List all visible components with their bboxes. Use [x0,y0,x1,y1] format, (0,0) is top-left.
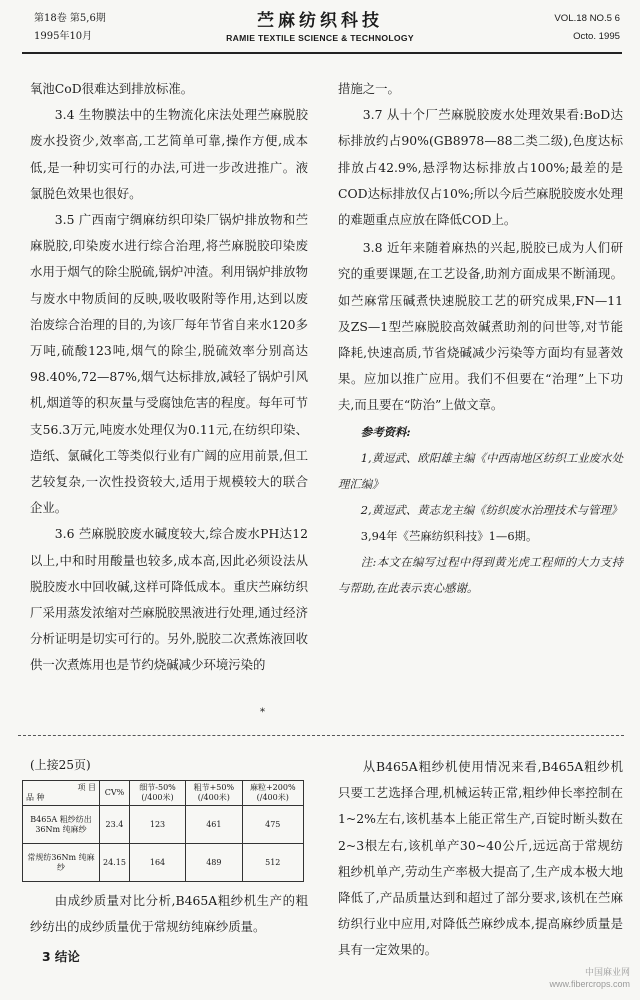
section-heading: 3 结论 [42,949,80,965]
table-row-label: 常规纺36Nm 纯麻纱 [23,844,100,882]
table-cell: 512 [242,844,303,882]
watermark-url: www.fibercrops.com [549,979,630,989]
header-date-en: Octo. 1995 [573,31,620,42]
paragraph: 3.4 生物膜法中的生物流化床法处理苎麻脱胶废水投资少,效率高,工艺简单可靠,操作方便,成本低,是一种切实可行的办法,可进一步改进推广。液氯脱色效果也很好。 [30,107,308,201]
table-header-cell: 粗节+50%(/400米) [186,781,242,806]
table-cell: 164 [129,844,185,882]
header-volume: 第18卷 第5,6期 [34,13,106,24]
table-header-cell: 细节-50%(/400米) [129,781,185,806]
table-cell: 475 [242,806,303,844]
table-row [23,806,304,844]
references [338,419,623,601]
references-heading: 参考资料: [360,424,411,439]
bottom-left-column [30,888,308,971]
table-row [23,844,304,882]
reference-item: 1,黄逗武、欧阳雄主编《中西南地区纺织工业废水处理汇编》 [338,450,623,491]
paragraph: 措施之一。 [338,81,400,96]
reference-item: 3,94年《苎麻纺织科技》1—6期。 [360,528,538,543]
watermark [549,966,630,990]
table-header-cell: CV% [100,781,130,806]
paragraph: 3.6 苎麻脱胶废水碱度较大,综合废水PH达12以上,中和时用酸量也较多,成本高,因此必须设法从脱胶废水中回收碱,这样可降低成本。重庆苎麻纺织厂采用蒸发浓缩对苎麻脱胶黑液进行处理,通过经济分析证明是切实可行的。另外,脱胶二次煮炼液回收供一次煮炼用也是节约烧碱减少环境污染的 [30,526,308,673]
paragraph: 氧池CoD很难达到排放标准。 [30,81,194,96]
right-column [338,76,623,601]
reference-item: 2,黄逗武、黄志龙主编《纺织废水治理技术与管理》 [360,502,623,517]
header-rule [22,52,622,54]
table-corner-cell [23,781,100,806]
paragraph: 从B465A粗纱机使用情况来看,B465A粗纱机只要工艺选择合理,机械运转正常,粗纱伸长率控制在1~2%左右,该机基本上能正常生产,百锭时断头数在2~3根左右,该机单产30~40公斤,远远高于常规纺粗纱机单产,劳动生产率极大提高了,生产成本极大地降低了,产品质量达到和超过了部分要求,该机在苎麻纺织行业中应用,对降低苎麻纱成本,提高麻纱质量是具有一定效果的。 [338,759,623,958]
continued-label: (上接25页) [30,758,91,772]
paragraph: 由成纱质量对比分析,B465A粗纱机生产的粗纱纺出的成纱质量优于常规纺纯麻纱质量。 [30,893,308,935]
table-header-row [23,781,304,806]
journal-title-en: RAMIE TEXTILE SCIENCE & TECHNOLOGY [226,33,414,43]
left-column [30,76,308,679]
section-divider [18,735,624,736]
watermark-name: 中国麻业网 [584,967,630,977]
quality-comparison-table [22,780,304,882]
table-cell: 123 [129,806,185,844]
journal-title: 苎麻纺织科技 [257,11,383,31]
table-cell: 461 [186,806,242,844]
header-volume-en: VOL.18 NO.5 6 [554,13,620,24]
separator-mark: * [260,707,265,718]
acknowledgement-note: 注:本文在编写过程中得到黄光虎工程师的大力支持与帮助,在此表示衷心感谢。 [338,554,623,595]
header-issue-info-en [510,10,620,46]
table-header-cell: 麻粒+200%(/400米) [242,781,303,806]
table-cell: 23.4 [100,806,130,844]
paragraph: 3.5 广西南宁绸麻纺织印染厂锅炉排放物和苎麻脱胶,印染废水进行综合治理,将苎麻脱胶印染废水用于烟气的除尘脱硫,锅炉冲渣。利用锅炉排放物与废水中物质间的反映,吸收吸附等作用,达到以废治废综合治理的目的,为该厂每年节省自来水120多万吨,硫酸123吨,烟气的除尘,脱硫效率分别高达98.40%,72—87%,烟气达标排放,减轻了锅炉引风机,烟道等的积灰量与受腐蚀危害的程度。每年可节支56.3万元,吨废水处理仅为0.11元,在纺织印染、造纸、氯碱化工等类似行业有广阔的应用前景,但工艺较复杂,一次性投资较大,适用于规模较大的联合企业。 [30,212,308,516]
paragraph: 3.8 近年来随着麻热的兴起,脱胶已成为人们研究的重要课题,在工艺设备,助剂方面成果不断涌现。如苎麻常压碱煮快速脱胶工艺的研究成果,FN—11及ZS—1型苎麻脱胶高效碱煮助剂的问世等,对节能降耗,快速高质,节省烧碱减少污染等方面均有显著效果。应加以推广应用。我们不但要在“治理”上下功夫,而且要在“防治”上做文章。 [338,240,623,413]
table-row-label: B465A 粗纱纺出36Nm 纯麻纱 [23,806,100,844]
table-cell: 24.15 [100,844,130,882]
corner-bottom-label: 品 种 [26,793,45,802]
paragraph: 3.7 从十个厂苎麻脱胶废水处理效果看:BoD达标排放约占90%(GB8978—88二类二级),色度达标排放占42.9%,悬浮物达标排放占100%;最差的是COD达标排放仅占10%;所以今后苎麻脱胶废水处理的难题重点应放在降低COD上。 [338,107,623,228]
table-cell: 489 [186,844,242,882]
header-issue-info [34,10,106,46]
header-date: 1995年10月 [34,31,93,42]
bottom-right-column [338,754,623,964]
corner-top-label: 项 目 [77,783,96,792]
